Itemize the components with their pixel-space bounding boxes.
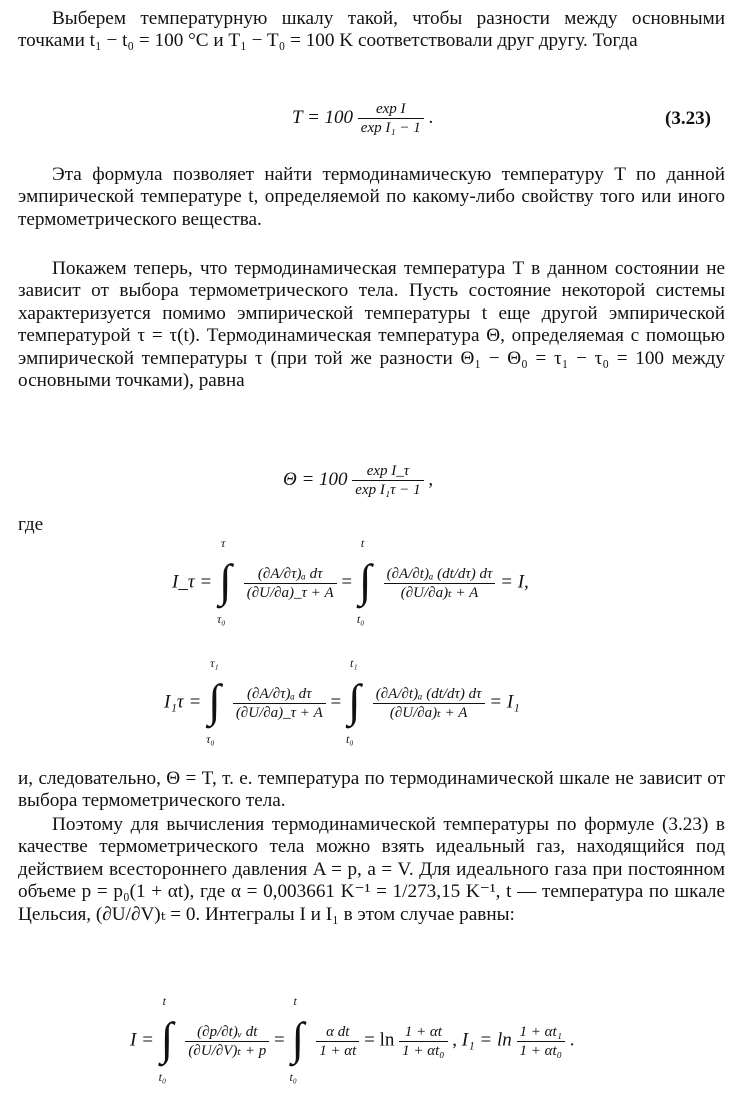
equals-sign: = — [341, 571, 353, 593]
paragraph-conclusion: и, следовательно, Θ = T, т. е. температура по термодинамической шкале не зависит от выбора термометрического тела. — [18, 768, 725, 812]
fraction-numerator: (∂A/∂t)ₐ (dt/dτ) dτ — [373, 685, 485, 704]
equals-sign: = — [273, 1029, 285, 1051]
separator: , — [452, 1029, 457, 1051]
fraction-denominator: (∂U/∂V)ₜ + p — [188, 1042, 267, 1059]
eq-fraction — [358, 100, 424, 137]
integrand-fraction — [373, 685, 485, 722]
paragraph-formula-use: Эта формула позволяет найти термодинамическую температуру T по данной эмпирической температуре t, определяемой по какому-либо свойству того или иного термометрического вещества. — [18, 164, 725, 230]
eq-end: . — [569, 1029, 575, 1051]
integral-lower-limit: t₀ — [158, 1070, 167, 1084]
fraction-numerator: (∂A/∂t)ₐ (dt/dτ) dτ — [384, 565, 496, 584]
fraction-denominator: (∂U/∂a)ₜ + A — [389, 704, 468, 721]
eq-tail: , — [428, 468, 434, 490]
integrand-fraction — [316, 1023, 359, 1060]
fraction-denominator: 1 + αt — [319, 1042, 357, 1059]
eq-lhs: Θ = 100 — [283, 468, 348, 490]
integral-lower-limit: t₀ — [346, 732, 354, 746]
eq-fraction — [352, 462, 423, 499]
fraction-numerator: 1 + αt₁ — [517, 1023, 565, 1042]
integral-sign: τ₁ ∫ τ₀ — [206, 656, 221, 746]
paragraph-ideal-gas: Поэтому для вычисления термодинамической температуры по формуле (3.23) в качестве термометрического тела можно взять идеальный газ, находящийся под действием всестороннего давления A = p, a = V. Для идеального газа при постоянном объеме p = p₀(1 + αt), где α = 0,003661 K⁻¹ = 1/273,15 K⁻¹, t — температура по шкале Цельсия, (∂U/∂V)ₜ = 0. Интегралы I и I₁ в этом случае равны: — [18, 814, 725, 925]
fraction-denominator: (∂U/∂a)_τ + A — [235, 704, 323, 721]
fraction-numerator: (∂A/∂τ)ₐ dτ — [233, 685, 326, 704]
integral-upper-limit: t — [162, 994, 166, 1008]
eq-lhs: I₁τ = — [164, 691, 202, 713]
equation-i-tau — [172, 536, 529, 626]
integral-sign: t ∫ t₀ — [289, 994, 305, 1084]
eq-i1: I₁ = ln — [461, 1029, 512, 1051]
eq-lhs: I = — [130, 1029, 154, 1051]
fraction-numerator: α dt — [316, 1023, 359, 1042]
fraction-denominator: 1 + αt₀ — [402, 1042, 445, 1059]
label-where: где — [18, 514, 44, 535]
integrand-fraction — [244, 565, 337, 602]
paragraph-scale-choice: Выберем температурную шкалу такой, чтобы разности между основными точками t₁ − t₀ = 100 °C и T₁ − T₀ = 100 K соответствовали друг другу. Тогда — [18, 8, 725, 52]
eq-rhs: = I₁ — [489, 691, 520, 713]
integral-lower-limit: τ₀ — [216, 612, 226, 626]
fraction-denominator: 1 + αt₀ — [519, 1042, 562, 1059]
integrand-fraction — [384, 565, 496, 602]
eq-lhs: I_τ = — [172, 571, 213, 593]
fraction-numerator: exp I_τ — [352, 462, 423, 481]
log-fraction — [517, 1023, 565, 1060]
fraction-numerator: 1 + αt — [399, 1023, 447, 1042]
integral-sign: t ∫ t₀ — [356, 536, 372, 626]
integrand-fraction — [233, 685, 326, 722]
equation-ideal-gas — [130, 994, 575, 1084]
integral-upper-limit: t₁ — [350, 656, 358, 670]
equals-ln: = ln — [364, 1029, 395, 1051]
fraction-denominator: (∂U/∂a)_τ + A — [246, 584, 334, 601]
integral-lower-limit: t₀ — [356, 612, 365, 626]
equation-i1-tau — [164, 656, 520, 746]
integral-upper-limit: t — [360, 536, 365, 550]
integral-sign: τ ∫ τ₀ — [216, 536, 232, 626]
fraction-numerator: exp I — [358, 100, 424, 119]
equation-theta — [283, 462, 433, 499]
eq-lhs: T = 100 — [292, 106, 354, 128]
integrand-fraction — [185, 1023, 269, 1060]
fraction-denominator: exp I₁ − 1 — [360, 120, 421, 136]
fraction-numerator: (∂A/∂τ)ₐ dτ — [244, 565, 337, 584]
equation-3-23 — [292, 100, 433, 137]
log-fraction — [399, 1023, 447, 1060]
integral-upper-limit: τ₁ — [210, 656, 219, 670]
integral-sign: t₁ ∫ t₀ — [346, 656, 361, 746]
integral-lower-limit: τ₀ — [206, 732, 215, 746]
integral-lower-limit: t₀ — [289, 1070, 297, 1084]
fraction-denominator: (∂U/∂a)ₜ + A — [400, 584, 479, 601]
equation-number: (3.23) — [665, 108, 711, 129]
paragraph-independence: Покажем теперь, что термодинамическая температура T в данном состоянии не зависит от выбора термометрического тела. Пусть состояние некоторой системы характеризуется помимо эмпирической температуры t еще другой эмпирической температурой τ = τ(t). Термодинамическая температура Θ, определяемая с помощью эмпирической температуры τ (при той же разности Θ₁ − Θ₀ = τ₁ − τ₀ = 100 между основными точками), равна — [18, 258, 725, 392]
integral-upper-limit: τ — [220, 536, 226, 550]
integral-upper-limit: t — [293, 994, 297, 1008]
eq-tail: . — [428, 106, 434, 128]
equals-sign: = — [330, 691, 342, 713]
fraction-denominator: exp I₁τ − 1 — [355, 482, 421, 498]
fraction-numerator: (∂p/∂t)ᵥ dt — [185, 1023, 269, 1042]
eq-rhs: = I, — [500, 571, 529, 593]
integral-sign: t ∫ t₀ — [158, 994, 174, 1084]
